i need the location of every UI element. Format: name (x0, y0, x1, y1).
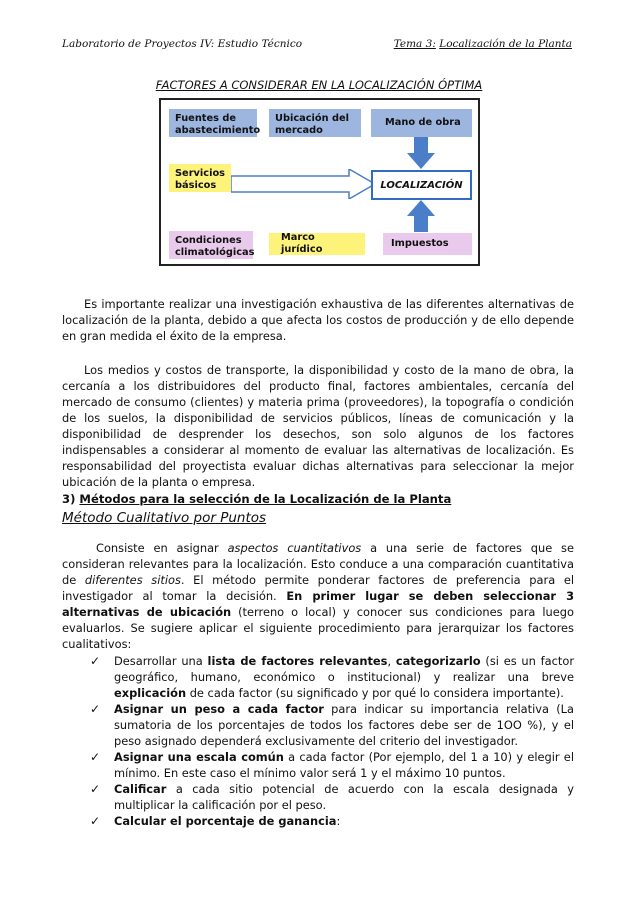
factors-diagram (159, 98, 480, 266)
arrow-down-icon (407, 137, 435, 169)
box-impuestos: Impuestos (383, 233, 472, 255)
paragraph-factors (62, 362, 574, 490)
list-item (62, 749, 574, 781)
p3-text-b: aspectos cuantitativos (227, 541, 362, 555)
header-left (62, 38, 302, 50)
box-mano-obra: Mano de obra (371, 109, 472, 137)
paragraph-factors-text: Los medios y costos de transporte, la disponibilidad y costo de la mano de obra, la cercanía a los distribuidores del producto final, factores ambientales, cercanía del mercado de consumo (clientes) y materia prima (proveedores), la topografía o condición de los suelos, la disponibilidad de servicios públicos, líneas de comunicación y la disponibilidad de desprender los desechos, son solo algunos de los factores indispensables a considerar al momento de evaluar las alternativas de localización. Es responsabilidad del proyectista evaluar dichas alternativas para seleccionar la mejor ubicación de la planta o empresa. (62, 363, 574, 489)
s2-b: para indicar su importancia relativa (La sumatoria de los porcentajes de todos los factores debe ser de 1OO %), y el peso asignado dependerá exclusivamente del criterio del investigador. (114, 702, 574, 748)
paragraph-importance (62, 296, 574, 344)
check-icon: ✓ (90, 750, 101, 764)
box-ubicacion: Ubicación del mercado (269, 109, 361, 137)
s5-b: : (336, 814, 341, 828)
s1-e: (si es un factor geográfico, humano, económico o institucional) y realizar una breve (114, 654, 575, 684)
method-subtitle: Método Cualitativo por Puntos (62, 510, 267, 526)
check-icon: ✓ (90, 814, 101, 828)
check-icon: ✓ (90, 654, 101, 668)
s1-a: Desarrollar una (114, 654, 208, 668)
header-topic: Estudio Técnico (217, 38, 303, 50)
s1-d: categorizarlo (395, 654, 481, 668)
p3-text-d: diferentes sitios (84, 573, 181, 587)
arrow-right-icon (231, 169, 376, 199)
header-course: Laboratorio de Proyectos IV: (62, 38, 215, 50)
diagram-title: FACTORES A CONSIDERAR EN LA LOCALIZACIÓN ÓPTIMA (155, 78, 483, 92)
s1-g: de cada factor (su significado y por qué lo considera importante). (186, 686, 564, 700)
arrow-up-icon (407, 200, 435, 232)
s1-f: explicación (114, 686, 187, 700)
s1-b: lista de factores relevantes (207, 654, 388, 668)
box-fuentes: Fuentes de abastecimiento (169, 109, 257, 137)
check-icon: ✓ (90, 702, 101, 716)
header-right (394, 38, 572, 50)
header-tema-title: Localización de la Planta (439, 38, 572, 50)
list-item (62, 701, 574, 749)
s3-b: a cada factor (Por ejemplo, del 1 a 10) y elegir el mínimo. En este caso el mínimo valor será 1 y el máximo 10 puntos. (114, 750, 574, 780)
section-number: 3) (62, 492, 76, 506)
p3-text-g: (terreno o local) y conocer sus condiciones para luego evaluarlos. Se sugiere aplicar el siguiente procedimiento para jerarquizar los factores cualitativos: (62, 605, 574, 651)
s3-a: Asignar una escala común (114, 750, 284, 764)
p3-text-f: En primer lugar se deben seleccionar 3 alternativas de ubicación (62, 589, 575, 619)
p3-text-c: a una serie de factores que se consideran relevantes para la localización. Esto conduce a una comparación cuantitativa de (62, 541, 574, 587)
s2-a: Asignar un peso a cada factor (114, 702, 324, 716)
list-item (62, 813, 574, 829)
box-localizacion: LOCALIZACIÓN (371, 170, 472, 200)
section-heading (62, 492, 451, 506)
s4-a: Calificar (114, 782, 167, 796)
header-tema: Tema 3: (393, 38, 436, 50)
p3-text-e: . El método permite ponderar factores de preferencia para el investigador al tomar la decisión. (62, 573, 574, 603)
steps-list (62, 653, 574, 829)
s1-c: , (387, 654, 396, 668)
box-servicios: Servicios básicos (169, 164, 231, 192)
paragraph-method (62, 540, 574, 652)
s5-a: Calcular el porcentaje de ganancia (114, 814, 337, 828)
p3-text-a: Consiste en asignar (96, 541, 228, 555)
s4-b: a cada sitio potencial de acuerdo con la escala designada y multiplicar la calificación por el peso. (114, 782, 574, 812)
box-condiciones: Condiciones climatológicas (169, 231, 253, 259)
list-item (62, 653, 574, 701)
list-item (62, 781, 574, 813)
section-title-text: Métodos para la selección de la Localización de la Planta (79, 492, 452, 506)
check-icon: ✓ (90, 782, 101, 796)
box-marco: Marco jurídico (269, 233, 365, 255)
paragraph-importance-text: Es importante realizar una investigación exhaustiva de las diferentes alternativas de localización de la planta, debido a que afecta los costos de producción y de ello depende en gran medida el éxito de la empresa. (62, 297, 574, 343)
